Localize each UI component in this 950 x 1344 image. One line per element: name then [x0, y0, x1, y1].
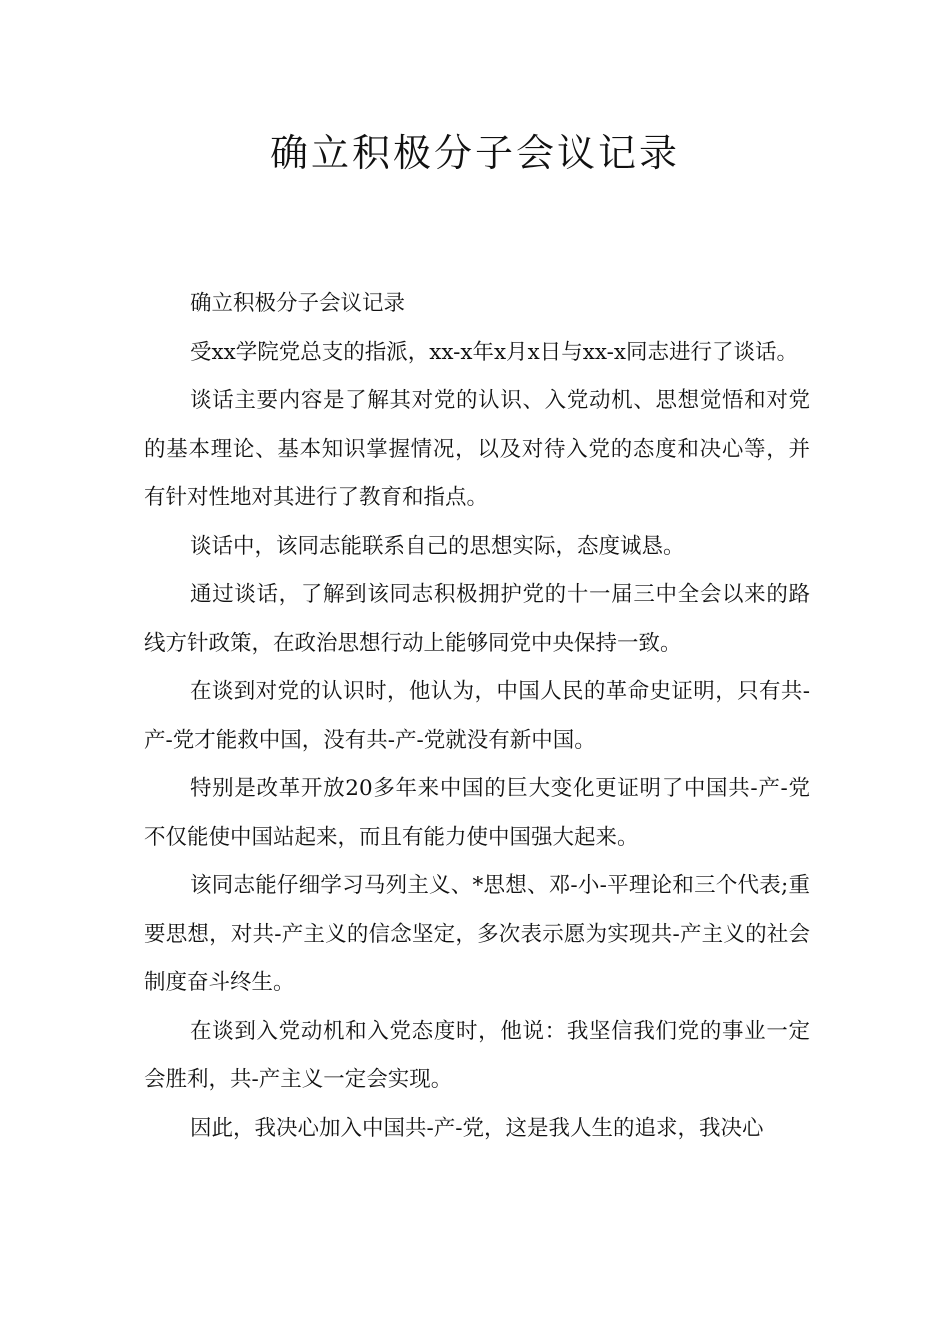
paragraph: 谈话主要内容是了解其对党的认识、入党动机、思想觉悟和对党的基本理论、基本知识掌握情况，以及对待入党的态度和决心等，并有针对性地对其进行了教育和指点。 [144, 388, 810, 510]
paragraph: 在谈到入党动机和入党态度时，他说：我坚信我们党的事业一定会胜利，共-产主义一定会实现。 [144, 1018, 810, 1092]
document-body [144, 280, 810, 1153]
paragraph-heading: 确立积极分子会议记录 [190, 291, 406, 316]
document-title: 确立积极分子会议记录 [269, 131, 680, 175]
paragraph: 特别是改革开放20多年来中国的巨大变化更证明了中国共-产-党不仅能使中国站起来，而且有能力使中国强大起来。 [144, 776, 810, 850]
paragraph: 通过谈话，了解到该同志积极拥护党的十一届三中全会以来的路线方针政策，在政治思想行动上能够同党中央保持一致。 [144, 582, 810, 656]
paragraph: 该同志能仔细学习马列主义、*思想、邓-小-平理论和三个代表;重要思想，对共-产主义的信念坚定，多次表示愿为实现共-产主义的社会制度奋斗终生。 [144, 873, 810, 995]
paragraph: 在谈到对党的认识时，他认为，中国人民的革命史证明，只有共-产-党才能救中国，没有共-产-党就没有新中国。 [144, 679, 810, 753]
paragraph: 受xx学院党总支的指派，xx-x年x月x日与xx-x同志进行了谈话。 [190, 339, 799, 365]
paragraph: 谈话中，该同志能联系自己的思想实际，态度诚恳。 [190, 533, 685, 559]
paragraph: 因此，我决心加入中国共-产-党，这是我人生的追求，我决心 [190, 1115, 764, 1141]
